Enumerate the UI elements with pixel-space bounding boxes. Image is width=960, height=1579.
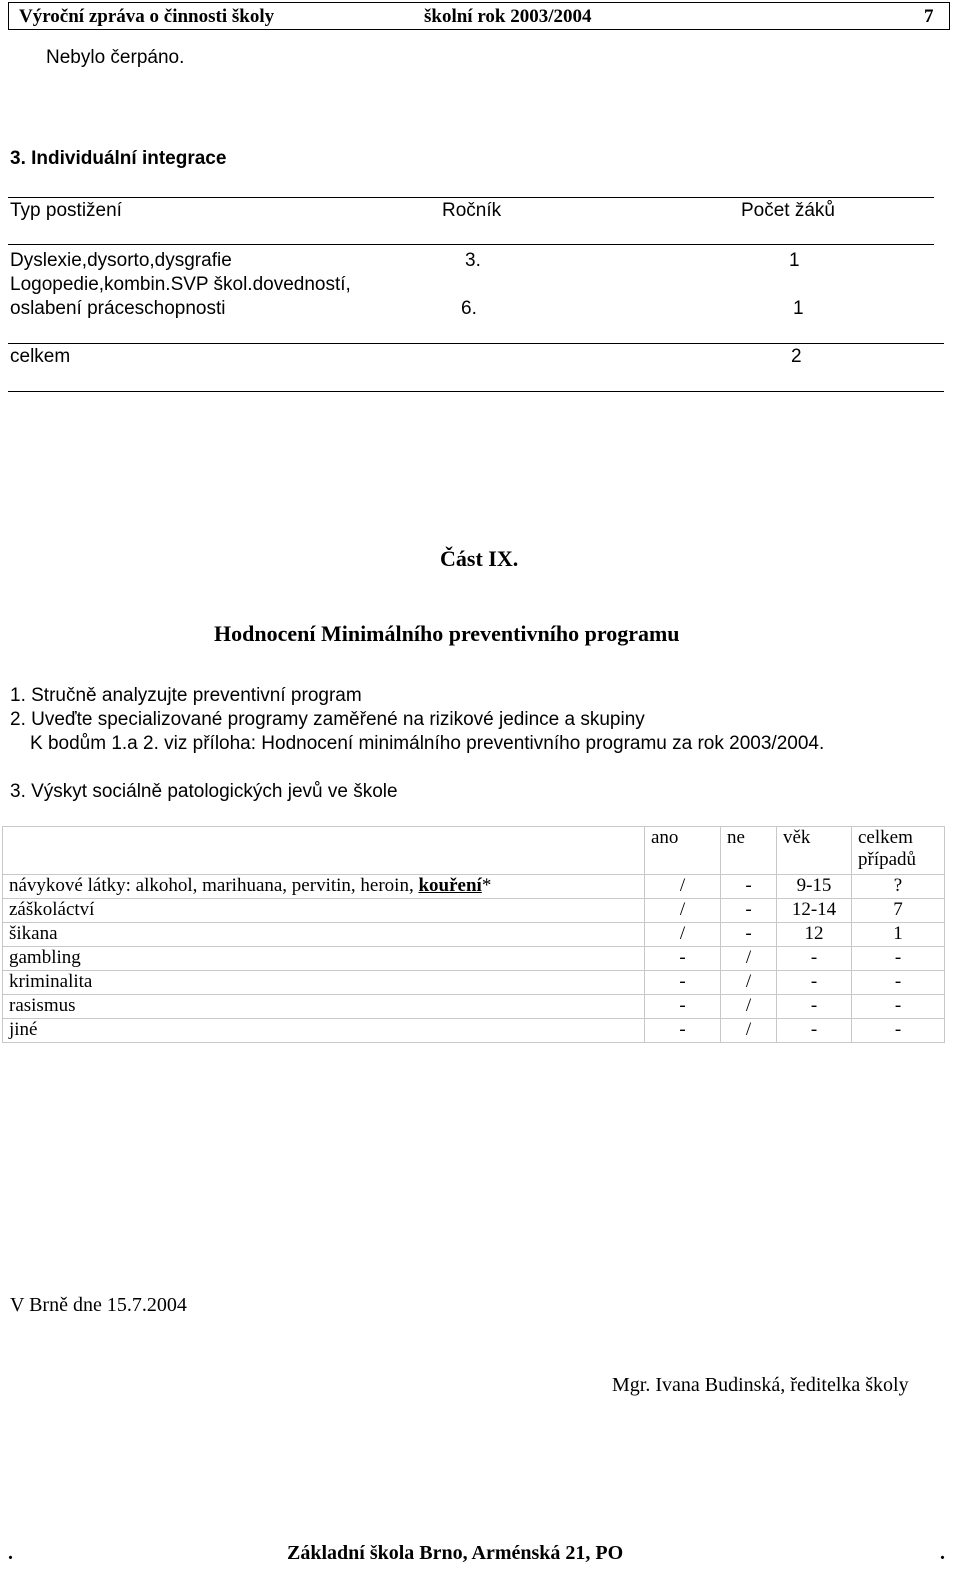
header-ne: ne — [721, 827, 777, 875]
header-vek: věk — [777, 827, 852, 875]
table-row — [3, 995, 945, 1019]
row-label-cell — [3, 875, 645, 899]
cell-vek: 9-15 — [777, 875, 852, 899]
footer-dot-left: . — [8, 1542, 13, 1564]
row-label: jiné — [3, 1019, 645, 1043]
table-rule-top — [8, 197, 934, 198]
cell-vek: 12-14 — [777, 899, 852, 923]
cell-ano: - — [645, 1019, 721, 1043]
analysis-item: 1. Stručně analyzujte preventivní program — [10, 685, 362, 706]
header-celkem-cell — [852, 827, 945, 875]
integration-count: 1 — [789, 250, 800, 271]
total-value: 2 — [791, 346, 802, 367]
footer-dot-right: . — [940, 1542, 945, 1564]
integration-grade: 3. — [465, 250, 481, 271]
cell-celkem: - — [852, 971, 945, 995]
cell-vek: - — [777, 971, 852, 995]
intro-text: Nebylo čerpáno. — [46, 47, 185, 68]
header-empty-cell — [3, 827, 645, 875]
part-title: Část IX. — [440, 546, 519, 571]
table-row — [3, 875, 945, 899]
page-header — [8, 2, 950, 30]
cell-ne: - — [721, 875, 777, 899]
cell-ano: / — [645, 899, 721, 923]
signature: Mgr. Ivana Budinská, ředitelka školy — [612, 1374, 909, 1396]
table-row — [3, 899, 945, 923]
cell-ne: / — [721, 995, 777, 1019]
footer-school: Základní škola Brno, Arménská 21, PO — [287, 1542, 624, 1564]
cell-celkem: - — [852, 947, 945, 971]
row-label-emphasis: kouření — [418, 875, 482, 896]
cell-ano: / — [645, 923, 721, 947]
integration-type: Logopedie,kombin.SVP škol.dovedností, — [10, 274, 351, 295]
table-rule-total — [8, 343, 944, 344]
row-label: šikana — [3, 923, 645, 947]
cell-celkem: ? — [852, 875, 945, 899]
cell-celkem: 7 — [852, 899, 945, 923]
table-row — [3, 923, 945, 947]
header-pripadu: případů — [858, 849, 917, 870]
cell-ne: / — [721, 1019, 777, 1043]
table-row — [3, 947, 945, 971]
column-rocnik: Ročník — [442, 200, 502, 221]
cell-ne: / — [721, 947, 777, 971]
table-header-row — [3, 827, 945, 875]
row-label: návykové látky: alkohol, marihuana, pervitin, heroin, — [9, 875, 419, 896]
row-label-suffix: * — [481, 875, 492, 896]
table-rule-header — [8, 244, 934, 245]
cell-celkem: - — [852, 1019, 945, 1043]
row-label: záškoláctví — [3, 899, 645, 923]
table-row — [3, 1019, 945, 1043]
header-celkem: celkem — [858, 827, 913, 848]
cell-vek: - — [777, 995, 852, 1019]
section-heading: 3. Individuální integrace — [10, 148, 227, 169]
cell-ano: / — [645, 875, 721, 899]
annex-reference: K bodům 1.a 2. viz příloha: Hodnocení minimálního preventivního programu za rok 2003/2004. — [30, 733, 825, 754]
integration-type-cont: oslabení práceschopnosti — [10, 298, 226, 319]
cell-ano: - — [645, 947, 721, 971]
phenomena-table — [2, 826, 945, 1043]
school-year: školní rok 2003/2004 — [424, 6, 592, 27]
part-subtitle: Hodnocení Minimálního preventivního programu — [214, 621, 680, 646]
row-label: kriminalita — [3, 971, 645, 995]
place-date: V Brně dne 15.7.2004 — [10, 1294, 187, 1316]
row-label: rasismus — [3, 995, 645, 1019]
integration-type: Dyslexie,dysorto,dysgrafie — [10, 250, 232, 271]
cell-vek: 12 — [777, 923, 852, 947]
header-ano: ano — [645, 827, 721, 875]
integration-grade: 6. — [461, 298, 477, 319]
cell-ano: - — [645, 995, 721, 1019]
page-number: 7 — [924, 6, 934, 27]
cell-ne: / — [721, 971, 777, 995]
phenomena-heading: 3. Výskyt sociálně patologických jevů ve škole — [10, 781, 398, 802]
integration-count: 1 — [793, 298, 804, 319]
cell-vek: - — [777, 947, 852, 971]
table-row — [3, 971, 945, 995]
cell-ne: - — [721, 899, 777, 923]
column-typ: Typ postižení — [10, 200, 122, 221]
row-label: gambling — [3, 947, 645, 971]
cell-vek: - — [777, 1019, 852, 1043]
table-rule-bottom — [8, 391, 944, 392]
cell-celkem: - — [852, 995, 945, 1019]
total-label: celkem — [10, 346, 71, 367]
cell-ne: - — [721, 923, 777, 947]
column-pocet: Počet žáků — [741, 200, 835, 221]
programs-item: 2. Uveďte specializované programy zaměřené na rizikové jedince a skupiny — [10, 709, 645, 730]
document-title: Výroční zpráva o činnosti školy — [19, 6, 275, 27]
cell-ano: - — [645, 971, 721, 995]
cell-celkem: 1 — [852, 923, 945, 947]
